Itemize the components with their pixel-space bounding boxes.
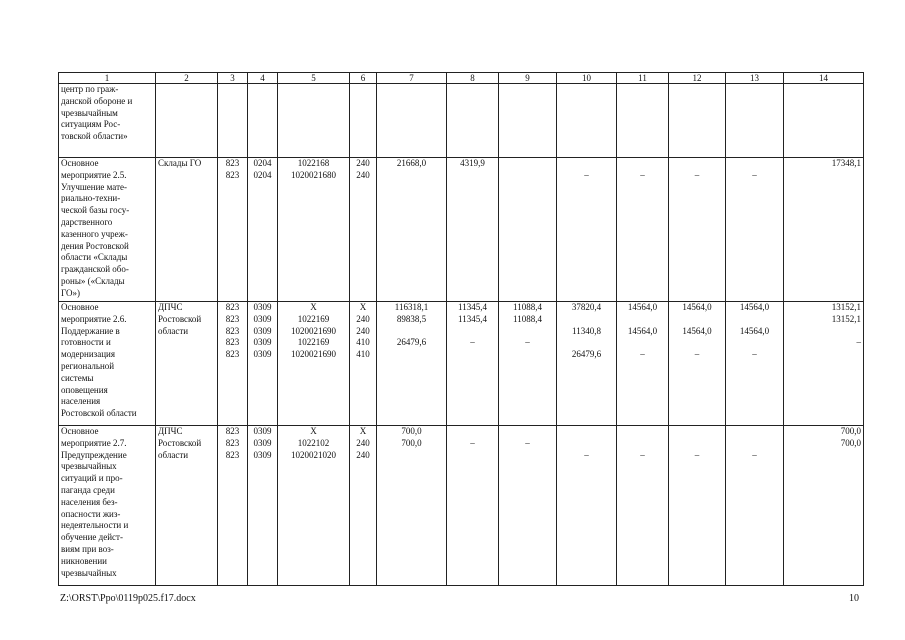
vr-cell: Х 240 240 410 410 — [350, 302, 377, 426]
csr-cell: 1022168 1020021680 — [278, 158, 350, 302]
executor-cell: Склады ГО — [156, 158, 218, 302]
grbs-cell: 823 823 823 — [218, 426, 248, 586]
value-cell: – — [557, 426, 617, 586]
rzpr-cell: 0204 0204 — [248, 158, 278, 302]
header-cell: 7 — [377, 73, 447, 84]
grbs-cell: 823 823 823 823 823 — [218, 302, 248, 426]
header-row — [59, 73, 864, 84]
value-cell: – — [447, 426, 499, 586]
value-cell: – — [557, 158, 617, 302]
header-cell: 1 — [59, 73, 156, 84]
header-cell: 6 — [350, 73, 377, 84]
value-cell: – — [617, 426, 669, 586]
value-cell: 700,0 700,0 — [377, 426, 447, 586]
header-cell: 2 — [156, 73, 218, 84]
page-number: 10 — [849, 593, 859, 604]
table-row — [59, 302, 864, 426]
vr-cell: 240 240 — [350, 158, 377, 302]
rzpr-cell: 0309 0309 0309 0309 0309 — [248, 302, 278, 426]
file-path: Z:\ORST\Ppo\0119p025.f17.docx — [60, 593, 196, 604]
value-cell — [499, 158, 557, 302]
value-cell: – — [726, 426, 784, 586]
table-row — [59, 84, 864, 158]
header-cell: 4 — [248, 73, 278, 84]
row-description: центр по граж- данской обороне и чрезвычайным ситуациям Рос- товской области» — [59, 84, 156, 158]
value-cell: 13152,1 13152,1 – — [784, 302, 864, 426]
header-cell: 3 — [218, 73, 248, 84]
value-cell: 116318,1 89838,5 26479,6 — [377, 302, 447, 426]
header-cell: 8 — [447, 73, 499, 84]
header-cell: 12 — [669, 73, 726, 84]
value-cell: 14564,0 14564,0 – — [617, 302, 669, 426]
value-cell: 21668,0 — [377, 158, 447, 302]
value-cell: 14564,0 14564,0 – — [726, 302, 784, 426]
header-cell: 5 — [278, 73, 350, 84]
executor-cell: ДПЧС Ростовской области — [156, 426, 218, 586]
header-cell: 10 — [557, 73, 617, 84]
header-cell: 13 — [726, 73, 784, 84]
table-row — [59, 158, 864, 302]
value-cell: 37820,4 11340,8 26479,6 — [557, 302, 617, 426]
header-cell: 14 — [784, 73, 864, 84]
table-row — [59, 426, 864, 586]
row-description: Основное мероприятие 2.5. Улучшение мате- риально-техни- ческой базы госу- дарственного казенного учреж- дения Ростовской области «Склады гражданской обо- роны» («Склады ГО») — [59, 158, 156, 302]
value-cell: 4319,9 — [447, 158, 499, 302]
value-cell: 14564,0 14564,0 – — [669, 302, 726, 426]
value-cell: 17348,1 — [784, 158, 864, 302]
vr-cell: Х 240 240 — [350, 426, 377, 586]
value-cell: – — [669, 158, 726, 302]
row-description: Основное мероприятие 2.7. Предупреждение чрезвычайных ситуаций и про- паганда среди населения без- опасности жиз- недеятельности и обучение дейст- виям при воз- никновении чрезвычайных — [59, 426, 156, 586]
header-cell: 11 — [617, 73, 669, 84]
program-table — [58, 72, 864, 586]
header-cell: 9 — [499, 73, 557, 84]
value-cell: – — [726, 158, 784, 302]
value-cell: 11345,4 11345,4 – — [447, 302, 499, 426]
csr-cell: Х 1022169 1020021690 1022169 1020021690 — [278, 302, 350, 426]
row-description: Основное мероприятие 2.6. Поддержание в готовности и модернизация региональной системы оповещения населения Ростовской области — [59, 302, 156, 426]
csr-cell: Х 1022102 1020021020 — [278, 426, 350, 586]
grbs-cell: 823 823 — [218, 158, 248, 302]
value-cell: – — [617, 158, 669, 302]
value-cell: 11088,4 11088,4 – — [499, 302, 557, 426]
value-cell: 700,0 700,0 — [784, 426, 864, 586]
value-cell: – — [669, 426, 726, 586]
rzpr-cell: 0309 0309 0309 — [248, 426, 278, 586]
value-cell: – — [499, 426, 557, 586]
executor-cell: ДПЧС Ростовской области — [156, 302, 218, 426]
